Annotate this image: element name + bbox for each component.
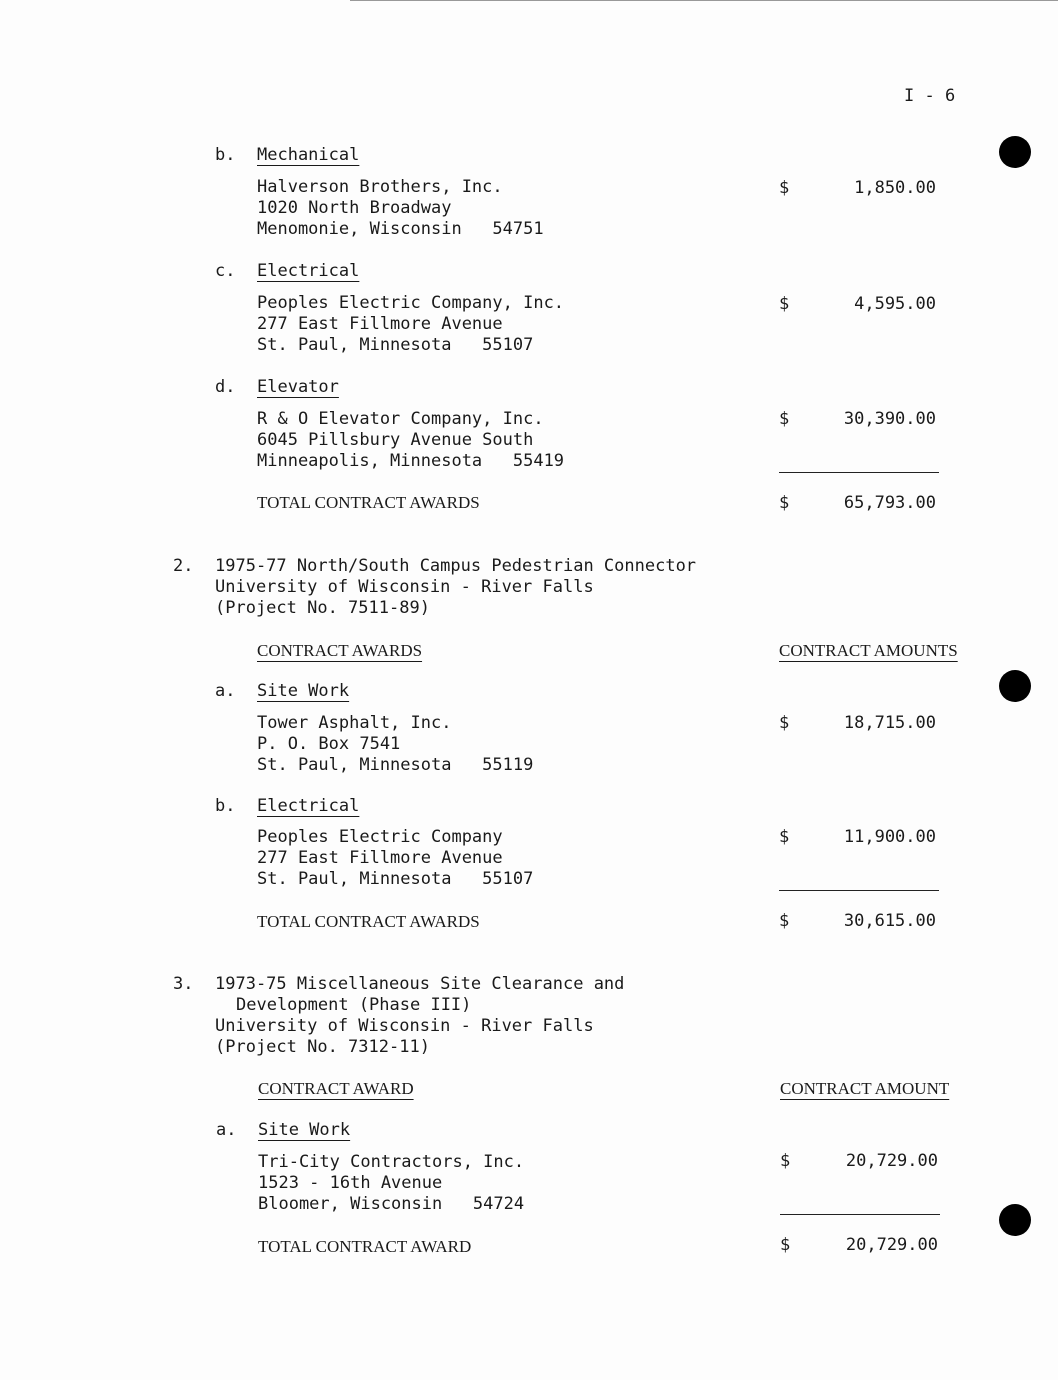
item-letter: a. <box>216 1120 237 1140</box>
project-number: 2. <box>173 556 194 576</box>
contractor-name: Peoples Electric Company <box>257 827 503 847</box>
punch-hole-top <box>999 136 1031 168</box>
contract-amount: 11,900.00 <box>843 827 936 847</box>
contract-amount: 30,390.00 <box>843 409 936 429</box>
contractor-city: St. Paul, Minnesota 55107 <box>257 335 534 355</box>
contract-amount: 18,715.00 <box>843 713 936 733</box>
punch-hole-middle <box>999 670 1031 702</box>
contractor-city: St. Paul, Minnesota 55119 <box>257 755 534 775</box>
item-category: Electrical <box>257 796 360 816</box>
currency-sign: $ <box>779 911 790 931</box>
contractor-address: 1020 North Broadway <box>257 198 452 218</box>
project-title-continued: Development (Phase III) <box>236 995 472 1015</box>
currency-sign: $ <box>779 493 790 513</box>
item-letter: b. <box>215 796 236 816</box>
total-amount: 65,793.00 <box>843 493 936 513</box>
total-label: TOTAL CONTRACT AWARDS <box>257 493 480 512</box>
total-rule <box>780 1214 940 1215</box>
contractor-city: Menomonie, Wisconsin 54751 <box>257 219 544 239</box>
contract-amount: 4,595.00 <box>854 294 936 314</box>
contract-award-header: CONTRACT AWARD <box>258 1079 414 1098</box>
contract-amount-header: CONTRACT AMOUNT <box>780 1079 950 1098</box>
contractor-address: 1523 - 16th Avenue <box>258 1173 443 1193</box>
currency-sign: $ <box>779 409 790 429</box>
contractor-name: R & O Elevator Company, Inc. <box>257 409 544 429</box>
project-id: (Project No. 7511-89) <box>215 598 430 618</box>
currency-sign: $ <box>779 827 790 847</box>
item-category: Mechanical <box>257 145 360 165</box>
contractor-address: 6045 Pillsbury Avenue South <box>257 430 534 450</box>
contractor-city: Bloomer, Wisconsin 54724 <box>258 1194 525 1214</box>
item-letter: b. <box>215 145 236 165</box>
contract-awards-header: CONTRACT AWARDS <box>257 641 423 660</box>
contractor-name: Tower Asphalt, Inc. <box>257 713 452 733</box>
item-letter: c. <box>215 261 236 281</box>
contractor-address: 277 East Fillmore Avenue <box>257 314 503 334</box>
project-number: 3. <box>173 974 194 994</box>
project-title: 1973-75 Miscellaneous Site Clearance and <box>215 974 625 994</box>
item-category: Elevator <box>257 377 339 397</box>
currency-sign: $ <box>779 294 790 314</box>
contractor-city: Minneapolis, Minnesota 55419 <box>257 451 565 471</box>
scan-edge-line <box>350 0 1058 1</box>
contractor-name: Halverson Brothers, Inc. <box>257 177 503 197</box>
item-letter: d. <box>215 377 236 397</box>
contractor-address: 277 East Fillmore Avenue <box>257 848 503 868</box>
contractor-name: Tri-City Contractors, Inc. <box>258 1152 525 1172</box>
currency-sign: $ <box>779 713 790 733</box>
total-amount: 30,615.00 <box>843 911 936 931</box>
contractor-name: Peoples Electric Company, Inc. <box>257 293 565 313</box>
currency-sign: $ <box>780 1151 791 1171</box>
total-rule <box>779 890 939 891</box>
contract-amount: 1,850.00 <box>854 178 936 198</box>
contract-amount: 20,729.00 <box>845 1151 938 1171</box>
item-category: Electrical <box>257 261 360 281</box>
project-institution: University of Wisconsin - River Falls <box>215 577 594 597</box>
project-institution: University of Wisconsin - River Falls <box>215 1016 594 1036</box>
contractor-address: P. O. Box 7541 <box>257 734 401 754</box>
contract-amounts-header: CONTRACT AMOUNTS <box>779 641 958 660</box>
contractor-city: St. Paul, Minnesota 55107 <box>257 869 534 889</box>
total-amount: 20,729.00 <box>845 1235 938 1255</box>
total-label: TOTAL CONTRACT AWARDS <box>257 912 480 931</box>
punch-hole-bottom <box>999 1204 1031 1236</box>
total-label: TOTAL CONTRACT AWARD <box>258 1237 472 1256</box>
currency-sign: $ <box>780 1235 791 1255</box>
currency-sign: $ <box>779 178 790 198</box>
total-rule <box>779 472 939 473</box>
page-number: I - 6 <box>904 86 956 106</box>
item-category: Site Work <box>258 1120 351 1140</box>
item-category: Site Work <box>257 681 350 701</box>
project-id: (Project No. 7312-11) <box>215 1037 430 1057</box>
item-letter: a. <box>215 681 236 701</box>
project-title: 1975-77 North/South Campus Pedestrian Connector <box>215 556 697 576</box>
